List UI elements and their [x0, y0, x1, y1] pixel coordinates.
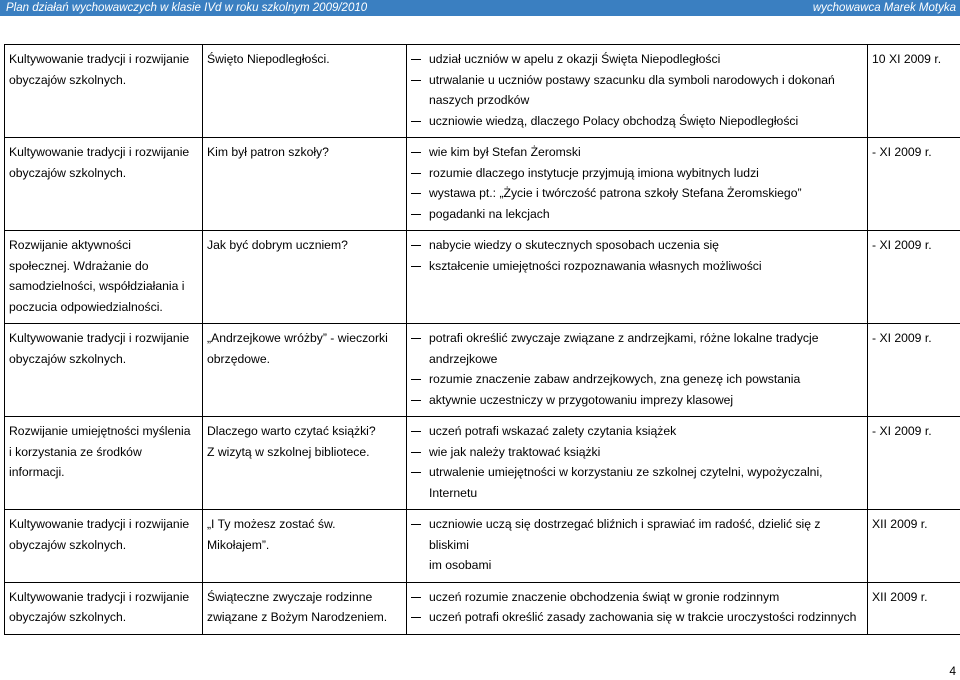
area-cell — [5, 138, 203, 231]
area-text: Kultywowanie tradycji i rozwijanie — [9, 52, 190, 66]
date-cell — [868, 324, 960, 417]
goal-item: uczeń rozumie znaczenie obchodzenia świąt w gronie rodzinnym — [411, 587, 863, 608]
area-text: obyczajów szkolnych. — [9, 72, 127, 87]
date-cell — [868, 510, 960, 583]
goal-item: naszych przodków — [429, 93, 530, 107]
date-cell — [868, 582, 960, 634]
goals-cell — [407, 138, 868, 231]
goal-item: aktywnie uczestniczy w przygotowaniu imprezy klasowej — [411, 390, 863, 411]
table-row — [5, 138, 960, 231]
topic-text: Dlaczego warto czytać książki? — [207, 424, 376, 438]
area-cell — [5, 510, 203, 583]
goal-item: rozumie znaczenie zabaw andrzejkowych, zna genezę ich powstania — [411, 369, 863, 390]
area-text: Kultywowanie tradycji i rozwijanie — [9, 145, 190, 159]
goals-cell — [407, 417, 868, 510]
goal-item: uczniowie uczą się dostrzegać bliźnich i sprawiać im radość, dzielić się z bliskimi — [411, 514, 863, 555]
header-title: Plan działań wychowawczych w klasie IVd w roku szkolnym 2009/2010 — [6, 2, 368, 14]
area-text: informacji. — [9, 465, 65, 479]
goals-cell — [407, 231, 868, 324]
date-cell — [868, 417, 960, 510]
table-row — [5, 324, 960, 417]
area-cell — [5, 324, 203, 417]
area-text: Kultywowanie tradycji i rozwijanie — [9, 331, 190, 345]
date-text: XII 2009 r. — [872, 589, 928, 604]
date-cell — [868, 138, 960, 231]
topic-cell — [203, 324, 407, 417]
area-text: Rozwijanie umiejętności myślenia — [9, 424, 191, 438]
goal-item: andrzejkowe — [429, 351, 498, 366]
date-cell — [868, 231, 960, 324]
topic-cell — [203, 45, 407, 138]
area-text: Kultywowanie tradycji i rozwijanie — [9, 517, 190, 531]
topic-text: Mikołajem”. — [207, 537, 270, 552]
area-text: obyczajów szkolnych. — [9, 537, 127, 552]
topic-text: Świąteczne zwyczaje rodzinne — [207, 589, 373, 604]
area-text: samodzielności, współdziałania i — [9, 279, 185, 293]
area-text: poczucia odpowiedzialności. — [9, 299, 163, 314]
goals-cell — [407, 510, 868, 583]
area-text: i korzystania ze środków — [9, 444, 142, 459]
goals-cell — [407, 45, 868, 138]
goal-item: kształcenie umiejętności rozpoznawania własnych możliwości — [411, 256, 863, 277]
goal-item: wystawa pt.: „Życie i twórczość patrona szkoły Stefana Żeromskiego” — [411, 183, 863, 204]
header-author: wychowawca Marek Motyka — [812, 2, 956, 14]
topic-text: Z wizytą w szkolnej bibliotece. — [207, 444, 370, 459]
date-cell — [868, 45, 960, 138]
goal-item: utrwalenie umiejętności w korzystaniu ze szkolnej czytelni, wypożyczalni, Internetu — [411, 462, 863, 503]
area-cell — [5, 231, 203, 324]
topic-cell — [203, 138, 407, 231]
page-header — [0, 0, 960, 16]
topic-text: Jak być dobrym uczniem? — [207, 238, 348, 252]
area-text: obyczajów szkolnych. — [9, 610, 127, 624]
goal-item: im osobami — [429, 558, 492, 572]
page-number: 4 — [949, 664, 956, 678]
goal-item: udział uczniów w apelu z okazji Święta Niepodległości — [411, 49, 863, 70]
date-text: - XI 2009 r. — [872, 424, 932, 438]
area-text: obyczajów szkolnych. — [9, 165, 127, 180]
table-row — [5, 582, 960, 634]
goal-item: nabycie wiedzy o skutecznych sposobach uczenia się — [411, 235, 863, 256]
area-cell — [5, 45, 203, 138]
goal-item: wie kim był Stefan Żeromski — [411, 142, 863, 163]
goal-item: uczeń potrafi określić zasady zachowania się w trakcie uroczystości rodzinnych — [411, 607, 863, 628]
table-row — [5, 417, 960, 510]
area-text: obyczajów szkolnych. — [9, 351, 127, 366]
goal-item: rozumie dlaczego instytucje przyjmują imiona wybitnych ludzi — [411, 163, 863, 184]
plan-table — [4, 44, 960, 635]
goal-item: uczeń potrafi wskazać zalety czytania książek — [411, 421, 863, 442]
table-row — [5, 510, 960, 583]
topic-text: obrzędowe. — [207, 351, 271, 366]
date-text: - XI 2009 r. — [872, 238, 932, 252]
area-text: Rozwijanie aktywności — [9, 238, 131, 252]
area-text: Kultywowanie tradycji i rozwijanie — [9, 589, 190, 604]
topic-text: „Andrzejkowe wróżby” - wieczorki — [207, 331, 388, 345]
goal-item: uczniowie wiedzą, dlaczego Polacy obchodzą Święto Niepodległości — [411, 111, 863, 132]
table-row — [5, 231, 960, 324]
table-row — [5, 45, 960, 138]
goal-item: utrwalanie u uczniów postawy szacunku dla symboli narodowych i dokonań — [411, 70, 863, 91]
area-text: społecznej. Wdrażanie do — [9, 258, 149, 273]
topic-cell — [203, 417, 407, 510]
topic-text: Kim był patron szkoły? — [207, 145, 329, 159]
goal-item: potrafi określić zwyczaje związane z andrzejkami, różne lokalne tradycje — [411, 328, 863, 349]
date-text: XII 2009 r. — [872, 517, 928, 531]
area-cell — [5, 582, 203, 634]
goal-item: wie jak należy traktować książki — [411, 442, 863, 463]
goals-cell — [407, 582, 868, 634]
topic-text: Święto Niepodległości. — [207, 52, 330, 66]
date-text: - XI 2009 r. — [872, 145, 932, 159]
topic-cell — [203, 510, 407, 583]
goal-item: pogadanki na lekcjach — [411, 204, 863, 225]
date-text: 10 XI 2009 r. — [872, 52, 942, 66]
topic-text: związane z Bożym Narodzeniem. — [207, 610, 388, 624]
date-text: - XI 2009 r. — [872, 331, 932, 345]
area-cell — [5, 417, 203, 510]
topic-cell — [203, 231, 407, 324]
goals-cell — [407, 324, 868, 417]
topic-text: „I Ty możesz zostać św. — [207, 517, 336, 531]
topic-cell — [203, 582, 407, 634]
